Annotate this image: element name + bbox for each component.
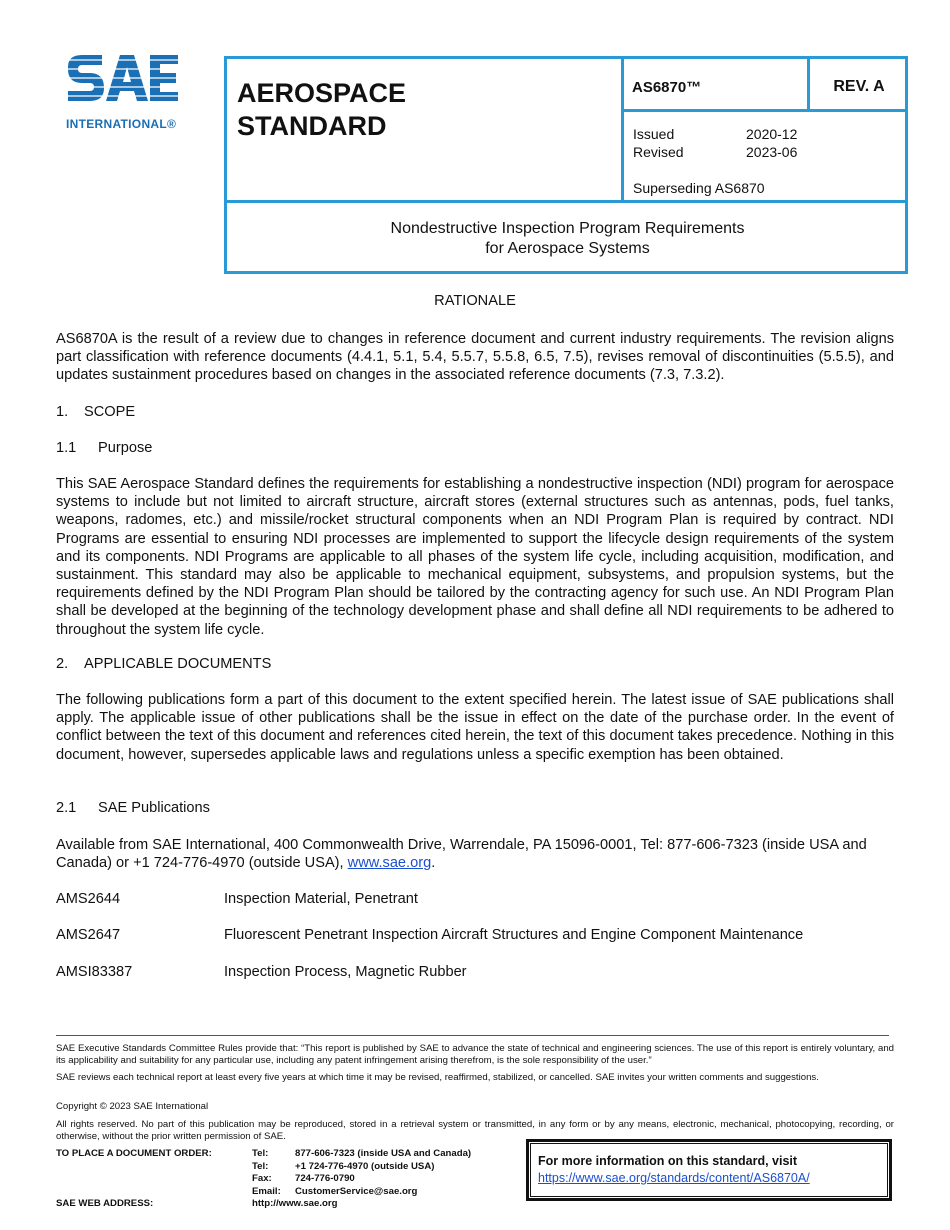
subject-line-2: for Aerospace Systems bbox=[485, 240, 650, 257]
title-line-1: AEROSPACE bbox=[237, 78, 407, 108]
section-number: 1. bbox=[56, 404, 69, 420]
issued-label: Issued bbox=[633, 126, 675, 142]
sae-publications-text bbox=[56, 836, 894, 872]
reference-title: Fluorescent Penetrant Inspection Aircraft Structures and Engine Component Maintenance bbox=[224, 927, 804, 943]
rights-text: All rights reserved. No part of this publication may be reproduced, stored in a retrieval system or transmitted, in any form or by any means, electronic, mechanical, photocopying, recording, or otherwise, without the prior written permission of SAE. bbox=[56, 1119, 894, 1142]
issued-row bbox=[633, 125, 797, 143]
contact-label: Tel: bbox=[252, 1160, 269, 1172]
more-info-box bbox=[526, 1139, 892, 1201]
rationale-heading: RATIONALE bbox=[434, 293, 516, 309]
contact-row bbox=[252, 1186, 417, 1199]
section-title: SAE Publications bbox=[98, 800, 210, 816]
header-divider bbox=[227, 200, 908, 203]
contact-label: Tel: bbox=[252, 1148, 269, 1159]
section-heading-scope bbox=[56, 403, 135, 421]
revision-label: REV. A bbox=[833, 78, 885, 95]
reference-title: Inspection Material, Penetrant bbox=[224, 891, 418, 907]
document-subject bbox=[227, 219, 908, 259]
document-header bbox=[224, 56, 908, 274]
reference-title: Inspection Process, Magnetic Rubber bbox=[224, 964, 467, 980]
revised-label: Revised bbox=[633, 144, 684, 160]
sae-website-link[interactable]: www.sae.org bbox=[347, 855, 432, 872]
section-number: 2.1 bbox=[56, 800, 77, 816]
title-line-2: STANDARD bbox=[237, 111, 387, 141]
reference-item bbox=[56, 926, 803, 944]
section-number: 1.1 bbox=[56, 440, 77, 456]
standard-info-link[interactable]: https://www.sae.org/standards/content/AS6870A/ bbox=[538, 1171, 810, 1185]
copyright-text: Copyright © 2023 SAE International bbox=[56, 1101, 209, 1112]
contact-label: Fax: bbox=[252, 1173, 272, 1184]
purpose-text: This SAE Aerospace Standard defines the requirements for establishing a nondestructive inspection (NDI) program for aerospace systems to include but not limited to aircraft structure, aircraft stores (external structures such as antennas, pods, fuel tanks, weapons, radomes, etc.) and missile/rocket structural components when an NDI Program Plan is required by contract. NDI Programs are essential to ensuring NDI processes are implemented to support the lifecycle design requirements of the system and its components. NDI Programs are applicable to all phases of the system life cycle, including acquisition, modification, and sustainment. This standard may also be applicable to mechanical equipment, subsystems, and propulsion systems, but the requirements defined by the NDI Program Plan should be tailored by the contracting agency for such use. An NDI Program Plan shall be developed at the beginning of the technology development phase and shall define all NDI requirements to be adhered to throughout the system life cycle. bbox=[56, 476, 894, 638]
document-number: AS6870™ bbox=[632, 79, 702, 96]
logo-subtitle: INTERNATIONAL® bbox=[66, 117, 177, 131]
availability-text-end: . bbox=[431, 855, 436, 872]
applicable-documents-text: The following publications form a part of this document to the extent specified herein. The latest issue of SAE publications shall apply. The applicable issue of other publications shall be the issue in effect on the date of the purchase order. In the event of conflict between the text of this document and references cited herein, the text of this document takes precedence. Nothing in this document, however, supersedes applicable laws and regulations unless a specific exemption has been obtained. bbox=[56, 692, 894, 763]
order-label: TO PLACE A DOCUMENT ORDER: bbox=[56, 1148, 212, 1159]
reference-item bbox=[56, 963, 467, 981]
contact-row bbox=[252, 1161, 434, 1174]
reference-code: AMS2644 bbox=[56, 891, 121, 907]
superseding-note: Superseding AS6870 bbox=[633, 180, 765, 196]
section-heading-purpose bbox=[56, 439, 152, 457]
more-info-title: For more information on this standard, visit bbox=[538, 1154, 798, 1168]
section-title: Purpose bbox=[98, 440, 153, 456]
contact-value: 724-776-0790 bbox=[295, 1173, 355, 1184]
contact-row bbox=[252, 1148, 471, 1161]
reference-code: AMS2647 bbox=[56, 927, 121, 943]
contact-value: 877-606-7323 (inside USA and Canada) bbox=[295, 1148, 472, 1159]
reference-code: AMSI83387 bbox=[56, 964, 133, 980]
subject-line-1: Nondestructive Inspection Program Requirements bbox=[390, 220, 745, 237]
sae-logo-mark bbox=[66, 55, 186, 113]
reference-item bbox=[56, 890, 418, 908]
contact-row bbox=[252, 1173, 355, 1186]
revised-row bbox=[633, 143, 797, 161]
issued-value: 2020-12 bbox=[746, 126, 798, 142]
committee-rules-text: SAE Executive Standards Committee Rules provide that: “This report is published by SAE to advance the state of technical and engineering sciences. The use of this report is entirely voluntary, and its applicability and suitability for any particular use, including any patent infringement arising therefrom, is the sole responsibility of the user.” bbox=[56, 1043, 894, 1066]
header-divider bbox=[621, 59, 624, 200]
section-title: SCOPE bbox=[84, 404, 136, 420]
contact-label: Email: bbox=[252, 1185, 281, 1197]
section-heading-sae-publications bbox=[56, 799, 210, 817]
web-address[interactable]: http://www.sae.org bbox=[252, 1198, 338, 1209]
section-heading-applicable-documents bbox=[56, 655, 271, 673]
standard-type-title bbox=[237, 77, 406, 143]
footer-divider bbox=[56, 1035, 889, 1036]
sae-logo bbox=[66, 55, 191, 133]
contact-value: +1 724-776-4970 (outside USA) bbox=[295, 1160, 435, 1172]
review-text: SAE reviews each technical report at least every five years at which time it may be revised, reaffirmed, stabilized, or cancelled. SAE invites your written comments and suggestions. bbox=[56, 1072, 819, 1083]
contact-value: CustomerService@sae.org bbox=[295, 1185, 418, 1197]
web-address-label: SAE WEB ADDRESS: bbox=[56, 1198, 154, 1209]
availability-text: Available from SAE International, 400 Commonwealth Drive, Warrendale, PA 15096-0001, Tel: 877-606-7323 (inside USA and Canada) or +1 724-776-4970 (outside USA), bbox=[56, 837, 867, 872]
header-divider bbox=[621, 109, 908, 112]
rationale-text: AS6870A is the result of a review due to changes in reference document and current industry requirements. The revision aligns part classification with reference documents (4.4.1, 5.1, 5.4, 5.5.7, 5.5.8, 6.5, 7.5), revises removal of discontinuities (5.5.5), and updates sustainment procedures based on changes in the associated reference documents (7.3, 7.3.2). bbox=[56, 331, 894, 384]
section-number: 2. bbox=[56, 656, 69, 672]
revised-value: 2023-06 bbox=[746, 144, 798, 160]
section-title: APPLICABLE DOCUMENTS bbox=[84, 656, 272, 672]
